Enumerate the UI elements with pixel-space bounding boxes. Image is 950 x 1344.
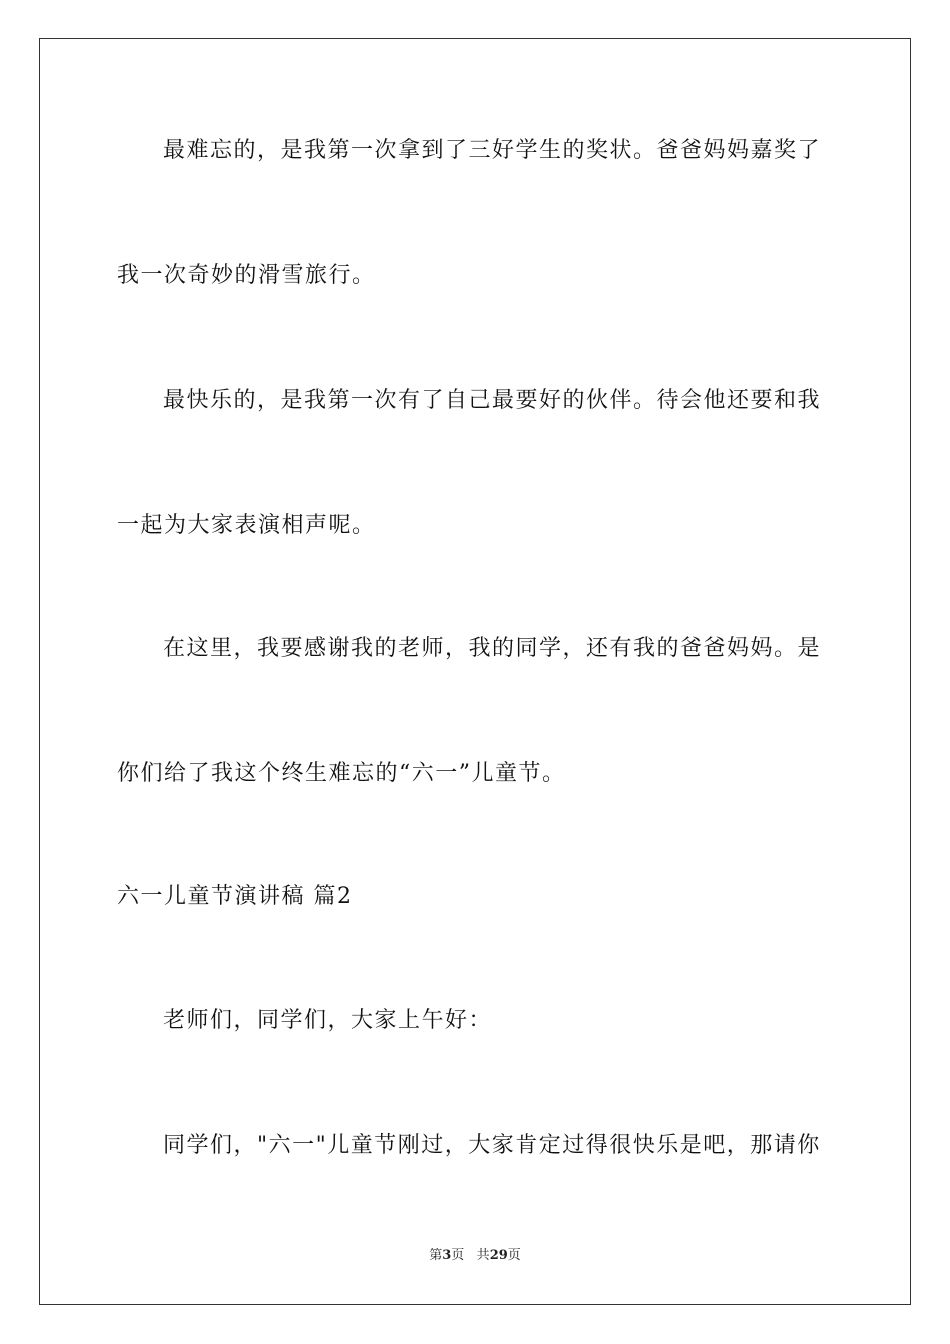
page-border	[39, 38, 911, 1305]
footer-page-prefix: 第	[429, 1248, 443, 1263]
footer-page-suffix: 页	[451, 1248, 465, 1263]
paragraph-line: 最快乐的，是我第一次有了自己最要好的伙伴。待会他还要和我	[163, 388, 822, 413]
paragraph-line: 老师们，同学们，大家上午好：	[163, 1008, 493, 1033]
paragraph-line: 我一次奇妙的滑雪旅行。	[117, 263, 376, 288]
paragraph-line: 最难忘的，是我第一次拿到了三好学生的奖状。爸爸妈妈嘉奖了	[163, 138, 822, 163]
paragraph-line: 在这里，我要感谢我的老师，我的同学，还有我的爸爸妈妈。是	[163, 636, 822, 661]
footer-total-pages: 29	[489, 1248, 508, 1263]
paragraph-line: 一起为大家表演相声呢。	[117, 513, 376, 538]
section-heading: 六一儿童节演讲稿 篇2	[117, 884, 353, 909]
footer-total-suffix: 页	[507, 1248, 521, 1263]
page-footer	[0, 1247, 950, 1265]
paragraph-line: 同学们，"六一"儿童节刚过，大家肯定过得很快乐是吧，那请你	[163, 1133, 821, 1158]
paragraph-line: 你们给了我这个终生难忘的“六一”儿童节。	[117, 761, 566, 786]
footer-total-prefix: 共	[476, 1248, 490, 1263]
footer-page-number: 3	[442, 1248, 452, 1263]
